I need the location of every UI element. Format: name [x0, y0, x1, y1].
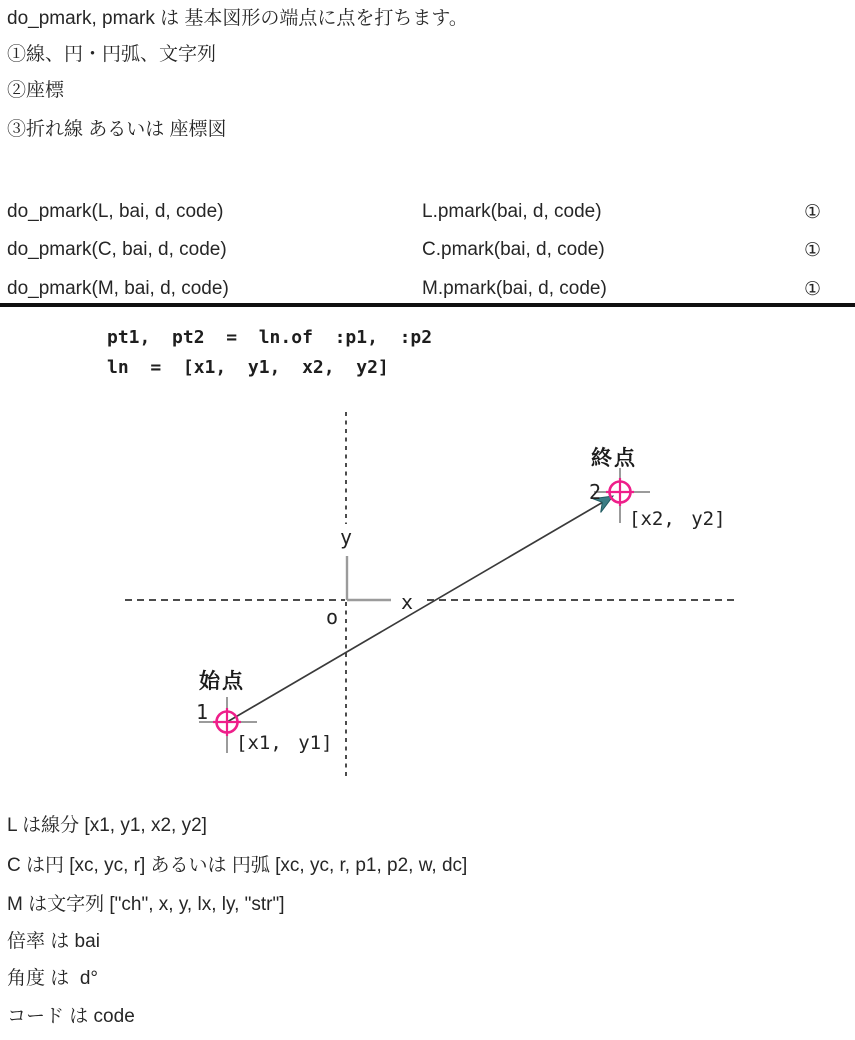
note-line-segment: L は線分 [x1, y1, x2, y2]: [7, 815, 207, 836]
intro-item-1: ①線、円・円弧、文字列: [7, 44, 217, 65]
start-point-label: 始点: [199, 670, 245, 693]
start-point-number: 1: [196, 700, 209, 724]
code-line-2: ln = [x1, y1, x2, y2]: [107, 357, 389, 378]
end-point-number: 2: [589, 480, 602, 504]
method-signature: C.pmark(bai, d, code): [422, 239, 605, 260]
table-row: [0, 201, 855, 225]
note-angle: 角度 は d°: [7, 968, 99, 989]
note-string: M は文字列 ["ch", x, y, lx, ly, "str"]: [7, 894, 285, 915]
call-signature: do_pmark(M, bai, d, code): [7, 278, 229, 299]
method-signature: L.pmark(bai, d, code): [422, 201, 602, 222]
line-segment: [227, 498, 610, 722]
intro-item-2: ②座標: [7, 80, 65, 101]
call-signature: do_pmark(C, bai, d, code): [7, 239, 227, 260]
method-signature: M.pmark(bai, d, code): [422, 278, 607, 299]
x-axis-label: x: [401, 590, 414, 614]
start-point-coord: [x1, y1]: [236, 732, 333, 754]
note-code: コード は code: [7, 1006, 135, 1027]
note-scale: 倍率 は bai: [7, 931, 100, 952]
intro-title: do_pmark, pmark は 基本図形の端点に点を打ちます。: [7, 8, 468, 29]
origin-label: o: [326, 605, 339, 629]
ref-badge: ①: [804, 279, 822, 300]
end-point-coord: [x2, y2]: [629, 508, 726, 530]
ref-badge: ①: [804, 240, 822, 261]
call-signature: do_pmark(L, bai, d, code): [7, 201, 224, 222]
end-point-label: 終点: [591, 447, 637, 470]
coordinate-diagram: [0, 400, 855, 795]
code-line-1: pt1, pt2 = ln.of :p1, :p2: [107, 327, 433, 348]
table-row: [0, 239, 855, 263]
intro-item-3: ③折れ線 あるいは 座標図: [7, 119, 227, 140]
table-row: [0, 278, 855, 302]
ref-badge: ①: [804, 202, 822, 223]
y-axis-label: y: [340, 525, 353, 549]
note-circle-arc: C は円 [xc, yc, r] あるいは 円弧 [xc, yc, r, p1, p2, w, dc]: [7, 855, 468, 876]
section-divider: [0, 303, 855, 307]
